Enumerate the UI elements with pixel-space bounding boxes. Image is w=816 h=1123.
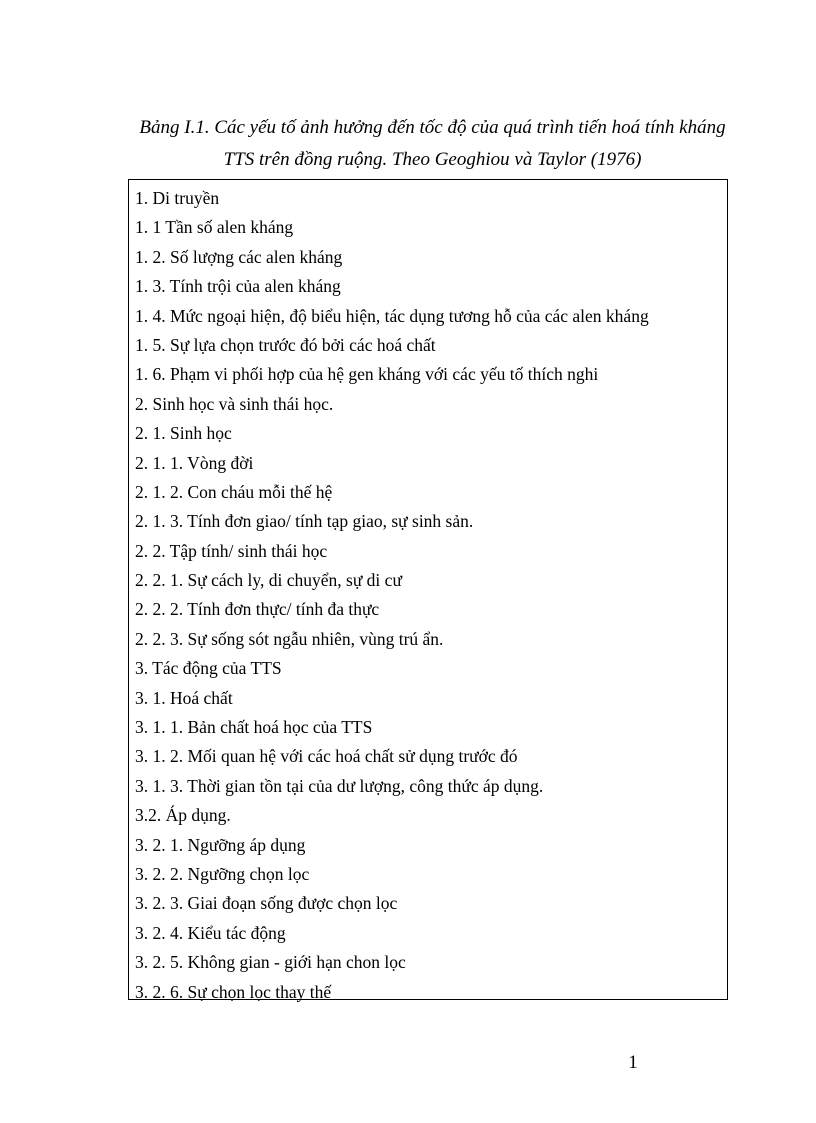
table-row: 1. 4. Mức ngoại hiện, độ biểu hiện, tác dụng tương hỗ của các alen kháng (135, 305, 649, 326)
caption-line-1: Bảng I.1. Các yếu tố ảnh hưởng đến tốc độ của quá trình tiến hoá tính kháng (139, 117, 726, 138)
table-row: 3. 2. 6. Sự chọn lọc thay thế (135, 981, 332, 1002)
table-row: 2. 1. 3. Tính đơn giao/ tính tạp giao, sự sinh sản. (135, 511, 474, 532)
table-row: 3.2. Áp dụng. (135, 805, 231, 826)
table-row: 2. Sinh học và sinh thái học. (135, 393, 334, 414)
table-row: 1. 1 Tần số alen kháng (135, 217, 294, 238)
table-row: 2. 1. 1. Vòng đời (135, 452, 254, 473)
table-row: 1. 2. Số lượng các alen kháng (135, 246, 343, 267)
table-row: 3. Tác động của TTS (135, 658, 282, 679)
table-row: 3. 1. 3. Thời gian tồn tại của dư lượng, công thức áp dụng. (135, 775, 544, 796)
table-caption (100, 112, 765, 176)
table-row: 1. Di truyền (135, 188, 220, 208)
table-row: 1. 5. Sự lựa chọn trước đó bởi các hoá chất (135, 334, 436, 355)
table-row: 1. 6. Phạm vi phối hợp của hệ gen kháng với các yếu tố thích nghi (135, 364, 599, 385)
caption-line-2: TTS trên đồng ruộng. Theo Geoghiou và Taylor (1976) (223, 149, 642, 170)
factor-table (128, 179, 728, 1000)
table-row: 2. 1. 2. Con cháu mỗi thế hệ (135, 481, 333, 502)
table-row: 3. 1. 2. Mối quan hệ với các hoá chất sử dụng trước đó (135, 746, 518, 767)
table-row: 2. 2. 2. Tính đơn thực/ tính đa thực (135, 599, 380, 620)
table-row: 3. 2. 4. Kiểu tác động (135, 922, 286, 943)
table-row: 3. 1. Hoá chất (135, 687, 233, 708)
table-row: 3. 2. 1. Ngưỡng áp dụng (135, 834, 306, 855)
table-row: 3. 2. 5. Không gian - giới hạn chon lọc (135, 952, 406, 973)
table-row: 1. 3. Tính trội của alen kháng (135, 276, 341, 297)
table-row: 2. 2. 1. Sự cách ly, di chuyển, sự di cư (135, 570, 402, 591)
table-row: 3. 2. 3. Giai đoạn sống được chọn lọc (135, 893, 398, 914)
table-row: 2. 2. Tập tính/ sinh thái học (135, 540, 328, 561)
page-number: 1 (628, 1052, 638, 1073)
table-row: 2. 2. 3. Sự sống sót ngẫu nhiên, vùng trú ẩn. (135, 628, 444, 649)
table-row: 2. 1. Sinh học (135, 423, 232, 444)
table-row: 3. 1. 1. Bản chất hoá học của TTS (135, 717, 373, 738)
table-row: 3. 2. 2. Ngưỡng chọn lọc (135, 863, 310, 884)
